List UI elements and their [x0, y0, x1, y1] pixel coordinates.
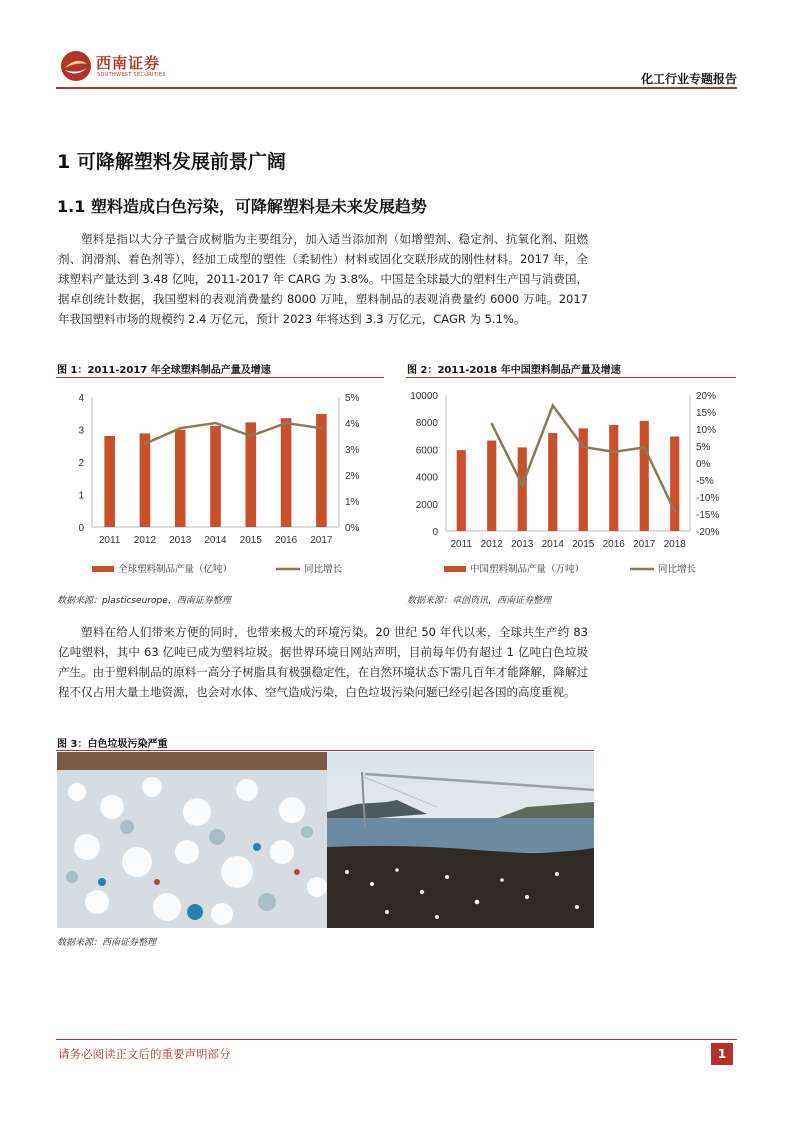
x-tick-label: 2012 — [133, 535, 157, 546]
figure2-source: 数据来源：卓创资讯，西南证券整理 — [407, 596, 552, 606]
growth-point-2012 — [144, 443, 146, 445]
bar-2014 — [548, 433, 557, 531]
growth-point-2016 — [285, 422, 287, 424]
bar-2015 — [245, 422, 256, 527]
bar-2014 — [210, 426, 221, 527]
x-tick-label: 2017 — [310, 535, 333, 546]
right-tick-label: 20% — [696, 391, 717, 402]
left-tick-label: 10000 — [410, 391, 438, 402]
figure1-source: 数据来源：plasticseurope，西南证券整理 — [57, 596, 231, 606]
growth-point-2018 — [674, 510, 676, 512]
figure1-title-rule — [56, 377, 384, 378]
figure3-title-rule — [56, 750, 594, 751]
body-paragraph-2: 塑料在给人们带来方便的同时，也带来极大的环境污染。20 世纪 50 年代以来，全球共生产约 83 亿吨塑料，其中 63 亿吨已成为塑料垃圾。据世界环境日网站声明，目前每年仍有超过 1 亿吨白色垃圾产生。由于塑料制品的原料一高分子树脂具有极强稳定性，在自然环境状态下需几百年才能降解，降解过程不仅占用大量土地资源，也会对水体、空气造成污染，白色垃圾污染问题已经引起各国的高度重视。 — [58, 625, 588, 699]
landfill-photo — [57, 752, 327, 928]
x-tick-label: 2013 — [511, 539, 534, 550]
left-tick-label: 3 — [78, 425, 84, 437]
left-tick-label: 4 — [78, 393, 84, 404]
growth-point-2012 — [491, 423, 493, 425]
figure2-title-rule — [406, 377, 736, 378]
x-tick-label: 2014 — [204, 535, 227, 546]
bar-2012 — [487, 441, 496, 531]
left-tick-label: 8000 — [415, 418, 438, 430]
body-paragraph-1: 塑料是指以大分子量合成树脂为主要组分，加入适当添加剂（如增塑剂、稳定剂、抗氧化剂、阻燃剂、润滑剂、着色剂等），经加工成型的塑性（柔韧性）材料或固化交联形成的刚性材料。2017 年，全球塑料产量达到 3.48 亿吨，2011-2017 年 CARG 为 3.8%。中国是全球最大的塑料生产国与消费国，据卓创统计数据，我国塑料的表观消费量约 8000 万吨，塑料制品的表观消费量约 6000 万吨。2017 年我国塑料市场的规模约 2.4 万亿元，预计 2023 年将达到 3.3 万亿元，CAGR 为 5.1%。 — [58, 232, 588, 326]
figure2-chart — [404, 381, 738, 586]
right-tick-label: 0% — [345, 523, 360, 534]
legend-line-label: 同比增长 — [658, 564, 697, 575]
x-tick-label: 2015 — [239, 535, 262, 546]
right-tick-label: 4% — [345, 419, 360, 430]
legend-bar-label: 全球塑料制品产量（亿吨） — [118, 564, 233, 575]
bar-2011 — [104, 436, 115, 527]
left-tick-label: 2000 — [415, 499, 438, 511]
bar-2016 — [281, 418, 292, 527]
page-number: 1 — [711, 1043, 733, 1065]
left-tick-label: 1 — [78, 490, 84, 502]
left-tick-label: 6000 — [415, 445, 438, 457]
legend-line-label: 同比增长 — [304, 564, 343, 575]
right-tick-label: 5% — [696, 442, 711, 453]
bar-2016 — [609, 425, 618, 531]
bar-2013 — [175, 430, 186, 527]
bar-2018 — [670, 436, 679, 531]
x-tick-label: 2014 — [541, 539, 564, 550]
bar-2017 — [316, 414, 327, 527]
x-tick-label: 2018 — [663, 539, 686, 550]
right-tick-label: -5% — [696, 476, 714, 487]
x-tick-label: 2016 — [602, 539, 625, 550]
right-tick-label: -10% — [696, 493, 720, 504]
left-tick-label: 4000 — [415, 472, 438, 484]
right-tick-label: 1% — [345, 497, 360, 508]
footer-disclaimer: 请务必阅读正文后的重要声明部分 — [58, 1047, 231, 1061]
header-divider — [56, 87, 737, 89]
figure1-chart — [56, 381, 386, 586]
figure3-title: 图 3：白色垃圾污染严重 — [57, 739, 168, 750]
left-tick-label: 2 — [78, 458, 84, 469]
x-tick-label: 2015 — [572, 539, 595, 550]
figure2-title: 图 2：2011-2018 年中国塑料制品产量及增速 — [407, 365, 621, 376]
bar-2017 — [640, 421, 649, 531]
figure1-title: 图 1：2011-2017 年全球塑料制品产量及增速 — [57, 365, 271, 376]
growth-point-2014 — [214, 422, 216, 424]
report-type-label: 化工行业专题报告 — [640, 72, 737, 86]
company-logo — [60, 50, 180, 84]
logo-emblem-icon — [60, 50, 92, 82]
coastline-photo — [327, 752, 594, 928]
section-heading: 1 可降解塑料发展前景广阔 — [57, 151, 286, 173]
growth-point-2014 — [552, 404, 554, 406]
growth-point-2013 — [179, 427, 181, 429]
logo-name-cn: 西南证券 — [96, 54, 161, 72]
right-tick-label: 5% — [345, 393, 360, 404]
bar-2013 — [518, 447, 527, 531]
footer-divider — [56, 1039, 737, 1040]
legend-bar-swatch — [444, 566, 466, 572]
growth-point-2015 — [250, 435, 252, 437]
bar-2012 — [140, 433, 151, 527]
right-tick-label: 2% — [345, 471, 360, 482]
right-tick-label: -20% — [696, 527, 720, 538]
figure3-source: 数据来源：西南证券整理 — [57, 938, 157, 948]
legend-bar-swatch — [92, 566, 114, 572]
x-tick-label: 2011 — [450, 539, 473, 550]
right-tick-label: 0% — [696, 459, 711, 470]
x-tick-label: 2016 — [274, 535, 298, 546]
logo-name-en: SOUTHWEST SECURITIES — [97, 72, 166, 78]
x-tick-label: 2011 — [98, 535, 121, 546]
growth-point-2016 — [613, 451, 615, 453]
x-tick-label: 2012 — [480, 539, 503, 550]
growth-point-2013 — [521, 484, 523, 486]
x-tick-label: 2017 — [633, 539, 656, 550]
subsection-heading: 1.1 塑料造成白色污染，可降解塑料是未来发展趋势 — [57, 197, 427, 216]
x-tick-label: 2013 — [169, 535, 192, 546]
left-tick-label: 0 — [432, 527, 438, 538]
legend-bar-label: 中国塑料制品产量（万吨） — [470, 564, 585, 575]
left-tick-label: 0 — [78, 523, 84, 534]
right-tick-label: 15% — [696, 408, 717, 419]
right-tick-label: 10% — [696, 425, 717, 436]
growth-point-2017 — [320, 427, 322, 429]
bar-2011 — [457, 450, 466, 531]
right-tick-label: -15% — [696, 510, 720, 521]
right-tick-label: 3% — [345, 445, 360, 456]
growth-point-2017 — [643, 446, 645, 448]
growth-point-2015 — [582, 446, 584, 448]
growth-line — [145, 423, 322, 444]
